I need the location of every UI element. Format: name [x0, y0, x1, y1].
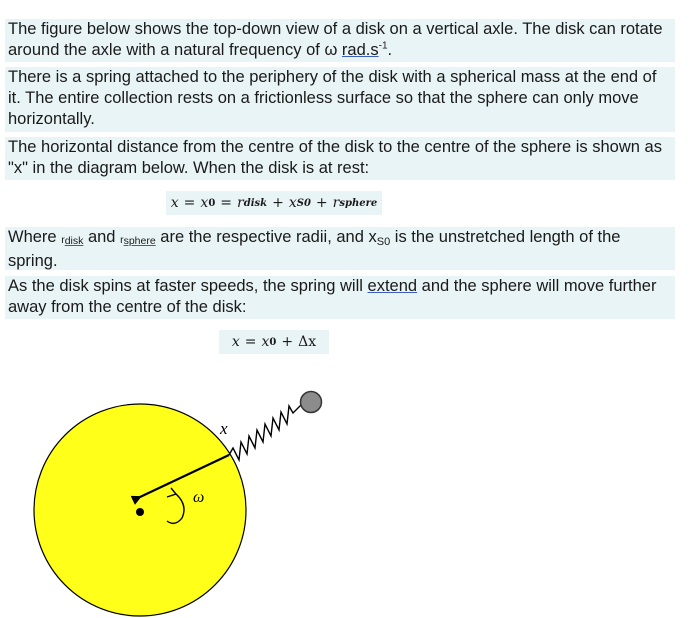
- eq2-equals: =: [244, 333, 257, 350]
- spring-paragraph: There is a spring attached to the periphery of the disk with a spherical mass at the end of it. The entire collection rests on a frictionless surface so that the sphere can only move horizontally.: [5, 67, 675, 132]
- sphere: [301, 392, 322, 413]
- eq1-x0: x: [200, 194, 209, 211]
- eq2-x0-sub: 0: [269, 336, 277, 348]
- eq2-x: x: [231, 333, 240, 350]
- eq1-xs0: x: [288, 194, 297, 211]
- eq1-x0-sub: 0: [208, 197, 216, 209]
- eq1-x: x: [170, 194, 179, 211]
- radii-text-2: and: [83, 228, 121, 246]
- eq1-r-sphere-sub: sphere: [339, 197, 378, 209]
- eq1-r-disk: r: [237, 194, 244, 211]
- spring: [229, 403, 303, 460]
- eq1-xs0-sub: S0: [296, 197, 311, 209]
- x-label: x: [220, 419, 228, 438]
- eq1-plus-2: +: [315, 194, 328, 211]
- intro-text-end: .: [387, 41, 393, 59]
- radii-text-3: are the respective radii, and x: [155, 228, 377, 246]
- eq1-equals-2: =: [220, 194, 233, 211]
- eq1-r-sphere: r: [332, 194, 340, 211]
- eq2-plus: +: [281, 333, 294, 350]
- extend-text-1: As the disk spins at faster speeds, the spring will: [8, 277, 368, 295]
- extend-text-2: and the sphere will move further away from the centre of the disk:: [8, 277, 657, 316]
- omega-label: ω: [193, 489, 205, 506]
- extend-word: extend: [367, 277, 418, 295]
- unit-exponent: -1: [378, 40, 388, 52]
- radii-text-1: Where: [8, 228, 62, 246]
- eq1-r-disk-sub: disk: [243, 197, 268, 209]
- eq1-plus-1: +: [272, 194, 284, 211]
- r-sphere-subscript: sphere: [123, 235, 156, 247]
- eq2-delta-x: Δx: [298, 333, 317, 350]
- xs0-subscript: S0: [376, 236, 391, 248]
- r-sphere-symbol: r: [120, 234, 124, 246]
- eq2-x0: x: [261, 333, 270, 350]
- intro-text: The figure below shows the top-down view of a disk on a vertical axle. The disk can rotate around the axle with a natural frequency of ω: [8, 20, 663, 59]
- eq1-equals-1: =: [183, 194, 196, 211]
- unit-rad-s: rad.s: [341, 41, 379, 59]
- r-disk-symbol: r: [61, 234, 65, 246]
- distance-paragraph: The horizontal distance from the centre of the disk to the centre of the sphere is shown as "x" in the diagram below. When the disk is at rest:: [5, 137, 675, 180]
- axle-dot: [136, 508, 144, 516]
- r-disk-subscript: disk: [64, 235, 84, 247]
- radii-text-4: is the unstretched length of the spring.: [8, 228, 621, 270]
